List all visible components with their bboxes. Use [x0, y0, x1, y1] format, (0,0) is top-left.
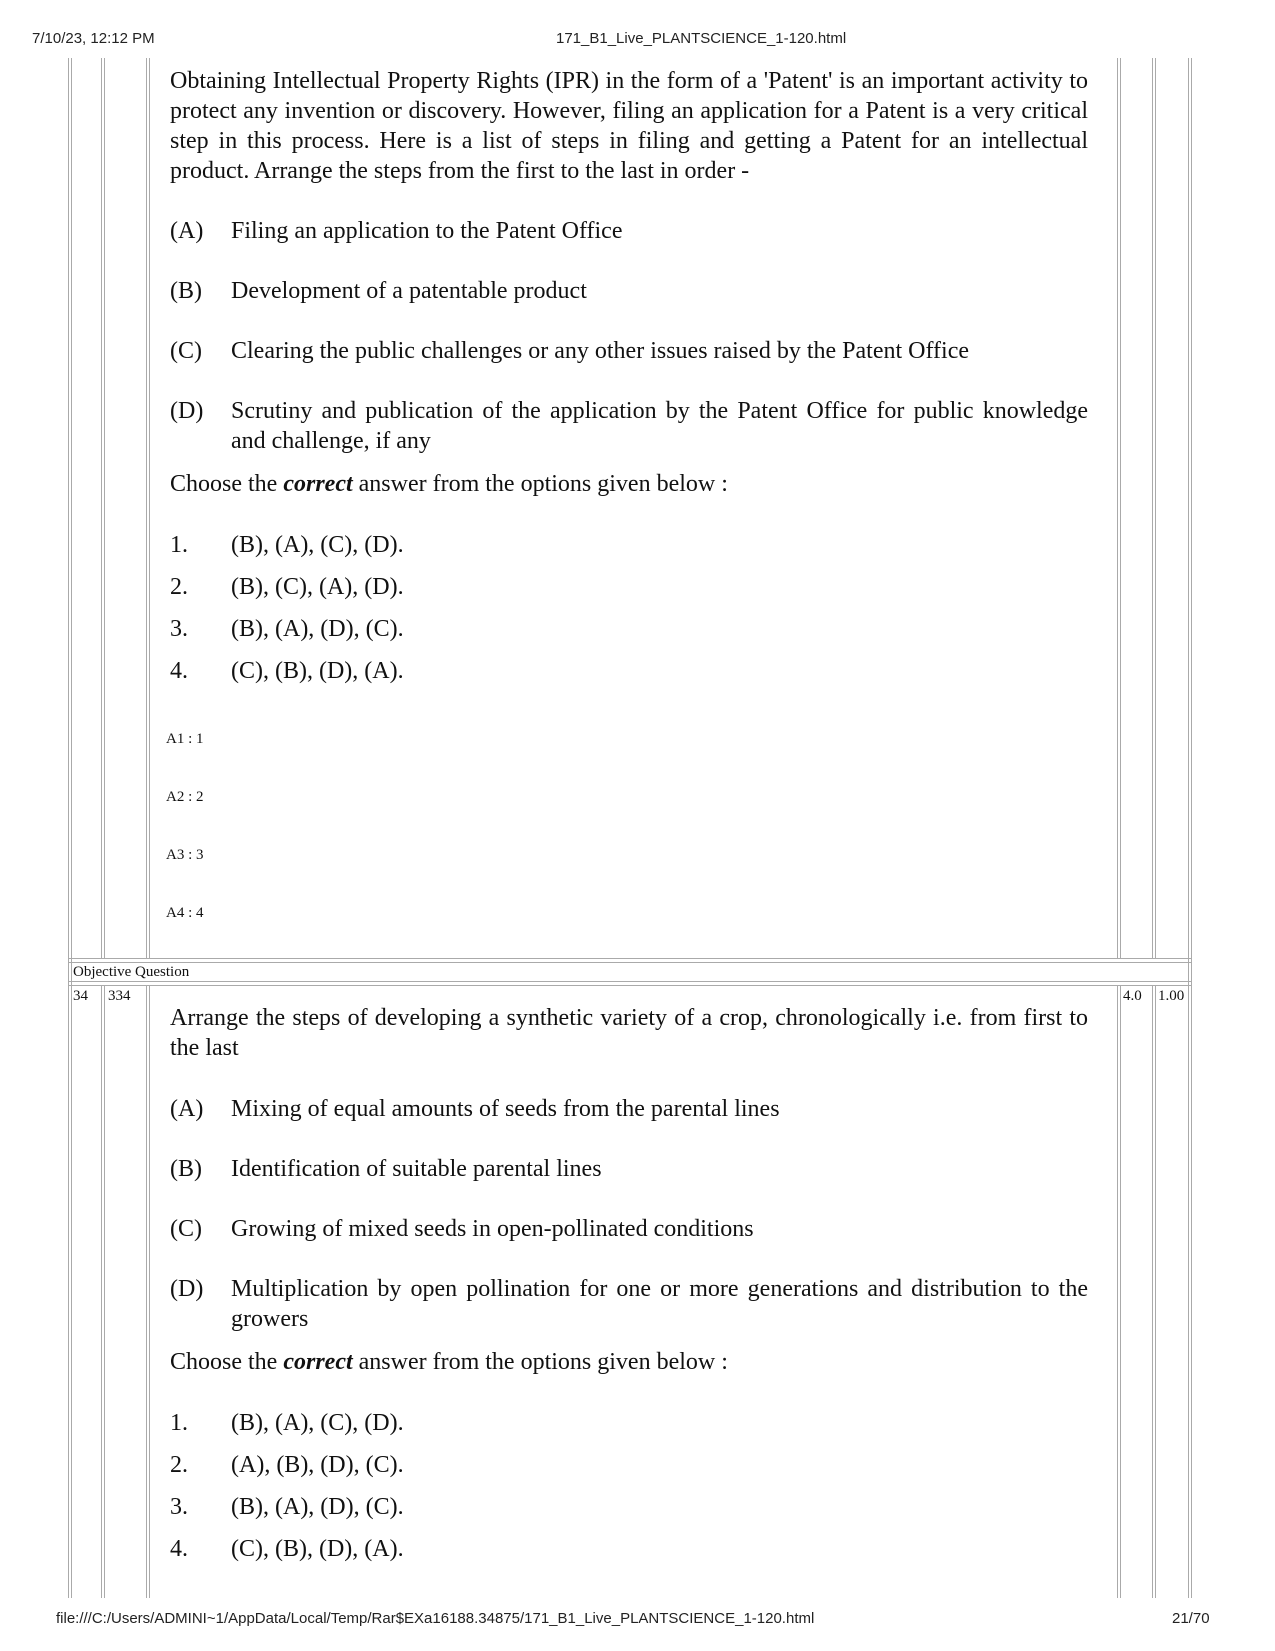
instruction-pre: Choose the: [170, 1349, 284, 1375]
question-a-stem: Obtaining Intellectual Property Rights (IPR) in the form of a 'Patent' is an important activity to protect any invention or discovery. However, filing an application for a Patent is a very critical step in this process. Here is a list of steps in filing and getting a Patent for an intellectual product. Arrange the steps from the first to the last in order -: [170, 68, 1088, 184]
question-b-statement-d: [170, 1274, 1088, 1334]
option-number: 1.: [170, 532, 188, 558]
question-a-option-4: [170, 656, 570, 686]
question-a-statement-c: [170, 336, 1088, 366]
question-marks: 4.0: [1123, 988, 1142, 1004]
statement-text: Identification of suitable parental lines: [231, 1156, 602, 1182]
question-serial-number: 34: [73, 988, 88, 1004]
statement-label: (D): [170, 1276, 204, 1302]
statement-label: (C): [170, 338, 202, 364]
option-number: 2.: [170, 1452, 188, 1478]
question-b-option-4: [170, 1534, 570, 1564]
option-text: (A), (B), (D), (C).: [231, 1452, 404, 1478]
option-number: 2.: [170, 574, 188, 600]
statement-label: (A): [170, 218, 204, 244]
option-text: (B), (A), (C), (D).: [231, 1410, 404, 1436]
instruction-post: answer from the options given below :: [352, 471, 728, 497]
statement-text: Scrutiny and publication of the application by the Patent Office for public knowledge and challenge, if any: [231, 398, 1088, 454]
option-number: 4.: [170, 658, 188, 684]
statement-label: (A): [170, 1096, 204, 1122]
option-text: (B), (A), (D), (C).: [231, 616, 404, 642]
print-doc-title: 171_B1_Live_PLANTSCIENCE_1-120.html: [556, 30, 847, 47]
instruction-emphasis: correct: [283, 1349, 353, 1375]
answer-key-a3: A3 : 3: [166, 847, 204, 863]
question-b-statement-b: [170, 1154, 1088, 1184]
question-b-stem: Arrange the steps of developing a synthetic variety of a crop, chronologically i.e. from first to the last: [170, 1005, 1088, 1061]
statement-label: (C): [170, 1216, 202, 1242]
statement-text: Filing an application to the Patent Office: [231, 218, 623, 244]
answer-key-a1: A1 : 1: [166, 731, 204, 747]
question-a-option-1: [170, 530, 570, 560]
option-number: 1.: [170, 1410, 188, 1436]
question-type-label: Objective Question: [73, 964, 190, 980]
question-b-statement-a: [170, 1094, 1088, 1124]
question-a-option-2: [170, 572, 570, 602]
statement-text: Mixing of equal amounts of seeds from the parental lines: [231, 1096, 780, 1122]
question-a-option-3: [170, 614, 570, 644]
statement-text: Growing of mixed seeds in open-pollinated conditions: [231, 1216, 754, 1242]
option-number: 3.: [170, 1494, 188, 1520]
question-a-statement-b: [170, 276, 1088, 306]
question-a-statement-d: [170, 396, 1088, 456]
option-text: (B), (A), (D), (C).: [231, 1494, 404, 1520]
statement-label: (B): [170, 278, 202, 304]
option-number: 4.: [170, 1536, 188, 1562]
answer-key-a4: A4 : 4: [166, 905, 204, 921]
question-b-instruction: [170, 1347, 728, 1377]
question-b-option-3: [170, 1492, 570, 1522]
statement-text: Clearing the public challenges or any other issues raised by the Patent Office: [231, 338, 969, 364]
question-a-instruction: [170, 469, 728, 499]
option-text: (B), (A), (C), (D).: [231, 532, 404, 558]
option-text: (C), (B), (D), (A).: [231, 658, 404, 684]
question-id: 334: [108, 988, 131, 1004]
question-b-statement-c: [170, 1214, 1088, 1244]
question-b-option-1: [170, 1408, 570, 1438]
option-text: (B), (C), (A), (D).: [231, 574, 404, 600]
answer-key-a2: A2 : 2: [166, 789, 204, 805]
statement-label: (B): [170, 1156, 202, 1182]
instruction-emphasis: correct: [283, 471, 353, 497]
print-datetime: 7/10/23, 12:12 PM: [32, 30, 155, 47]
question-a-statement-a: [170, 216, 1088, 246]
question-negative-marks: 1.00: [1158, 988, 1185, 1004]
option-number: 3.: [170, 616, 188, 642]
instruction-post: answer from the options given below :: [352, 1349, 728, 1375]
print-file-path: file:///C:/Users/ADMINI~1/AppData/Local/Temp/Rar$EXa16188.34875/171_B1_Live_PLANTSCIENCE_1-120.html: [56, 1610, 815, 1627]
statement-text: Multiplication by open pollination for one or more generations and distribution to the growers: [231, 1276, 1088, 1332]
question-b-option-2: [170, 1450, 570, 1480]
instruction-pre: Choose the: [170, 471, 284, 497]
statement-text: Development of a patentable product: [231, 278, 587, 304]
print-page-number: 21/70: [1172, 1610, 1210, 1627]
option-text: (C), (B), (D), (A).: [231, 1536, 404, 1562]
statement-label: (D): [170, 398, 204, 424]
